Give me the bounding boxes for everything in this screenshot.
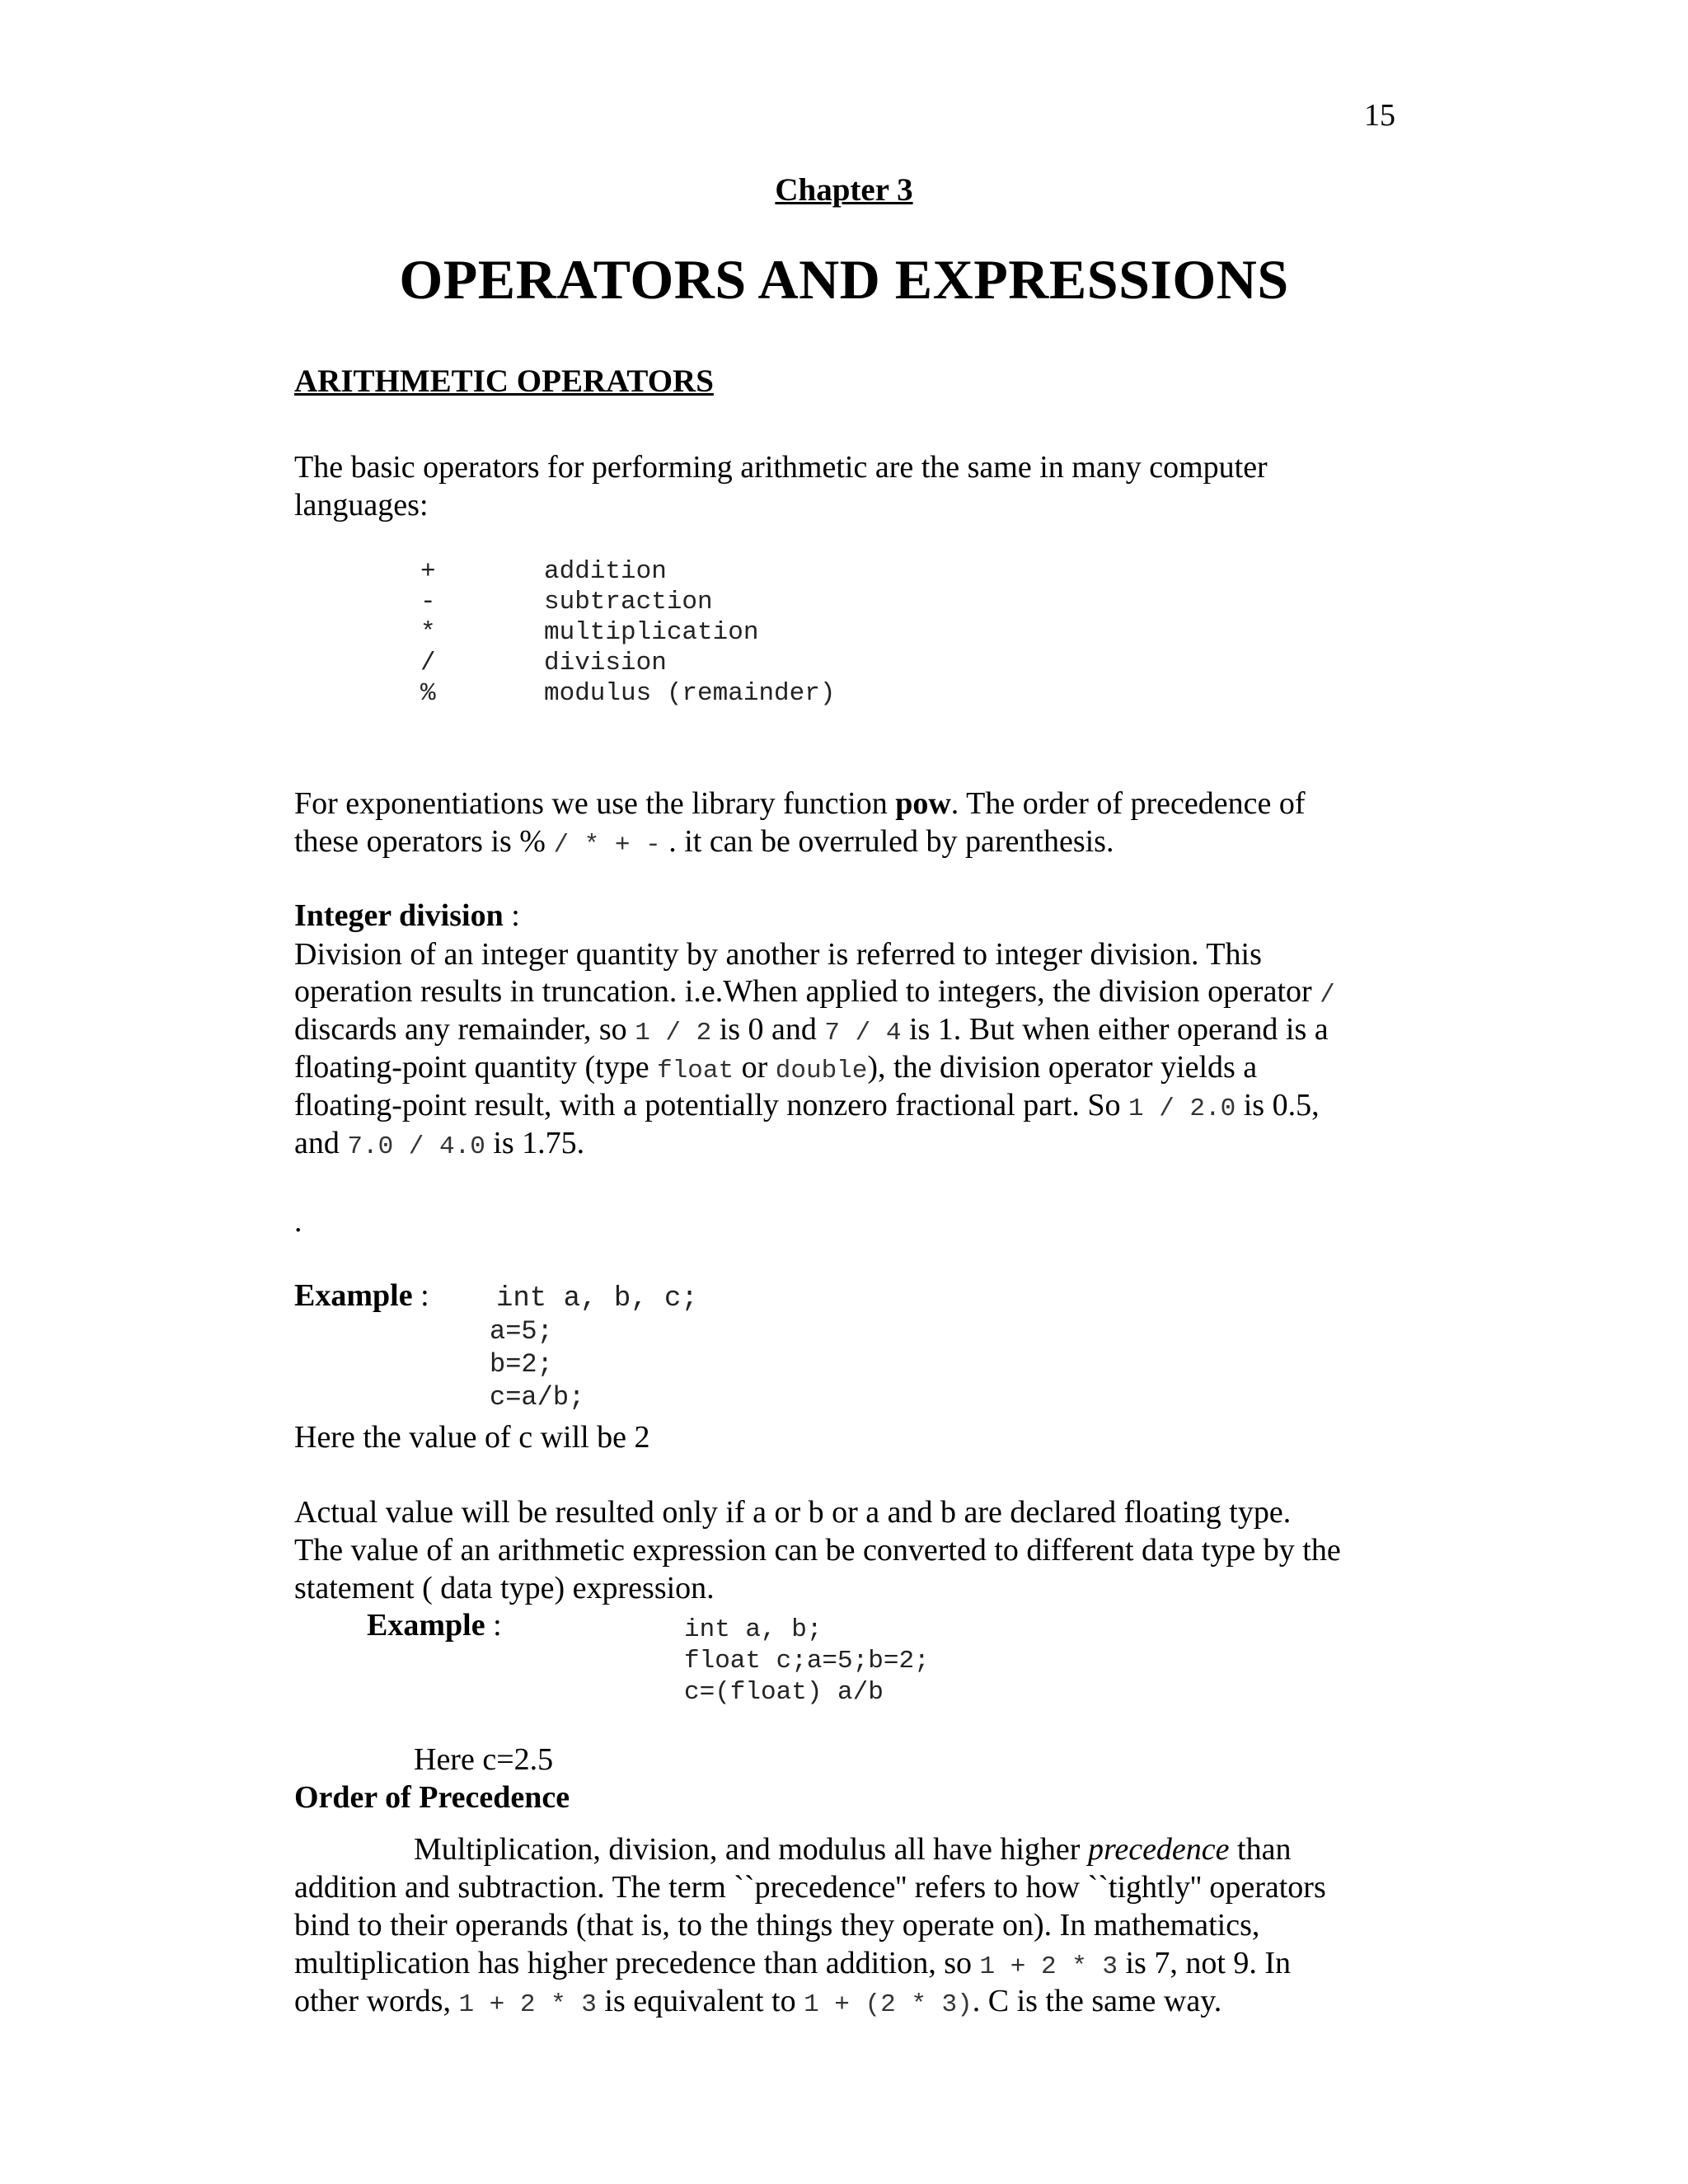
inline-code: 1 + 2 * 3 (458, 1990, 597, 2019)
section-heading: ARITHMETIC OPERATORS (294, 363, 714, 399)
text-run: and (294, 1126, 348, 1160)
exponent-line-2 (294, 823, 1114, 860)
inline-code: float (657, 1057, 734, 1085)
cast-line-3: statement ( data type) expression. (294, 1571, 715, 1605)
operator-symbol: % (420, 679, 436, 708)
text-run: multiplication has higher precedence than addition, so (294, 1946, 980, 1980)
text-run: or (734, 1050, 776, 1085)
text-run: For exponentiations we use the library function (294, 786, 896, 821)
operator-name: multiplication (544, 618, 759, 647)
label-text: Example (294, 1278, 413, 1313)
inline-code: / (1320, 981, 1335, 1010)
text-run: discards any remainder, so (294, 1012, 635, 1047)
intro-line-2: languages: (294, 488, 429, 523)
code-line: int a, b, c; (496, 1283, 698, 1315)
text-run: is 7, not 9. In (1117, 1946, 1292, 1980)
example-1-label (294, 1277, 429, 1314)
cast-line-1: Actual value will be resulted only if a or b or a and b are declared floating type. (294, 1495, 1292, 1530)
operator-name: subtraction (544, 588, 713, 616)
text-run: than (1229, 1832, 1292, 1867)
text-run: : (485, 1608, 502, 1643)
example-2-result: Here c=2.5 (414, 1742, 554, 1777)
inline-code: 1 + (2 * 3) (804, 1990, 973, 2019)
operator-name: modulus (remainder) (544, 679, 836, 708)
text-run: is 0 and (711, 1012, 825, 1047)
operator-name: division (544, 649, 667, 677)
text-run: Multiplication, division, and modulus all have higher (414, 1832, 1088, 1867)
text-run: is 1. But when either operand is a (901, 1012, 1329, 1047)
text-run: : (503, 898, 520, 933)
precedence-heading: Order of Precedence (294, 1780, 570, 1815)
integer-division-line-1: Division of an integer quantity by another is referred to integer division. This (294, 937, 1262, 972)
text-run: . The order of precedence of (950, 786, 1306, 821)
text-run: . it can be overruled by parenthesis. (660, 824, 1114, 859)
page-title: OPERATORS AND EXPRESSIONS (399, 248, 1289, 311)
intro-line-1: The basic operators for performing arithmetic are the same in many computer (294, 450, 1268, 485)
code-line: c=a/b; (490, 1382, 585, 1413)
text-run: floating-point result, with a potentially nonzero fractional part. So (294, 1088, 1129, 1122)
text-run: is equivalent to (596, 1984, 804, 2018)
precedence-line-4 (294, 1945, 1291, 1981)
text-run: these operators is % (294, 824, 554, 859)
code-line: float c;a=5;b=2; (684, 1647, 930, 1675)
example-2-label (367, 1607, 502, 1643)
operator-symbol: + (420, 557, 436, 586)
code-line: a=5; (490, 1316, 553, 1347)
label-text: Example (367, 1608, 485, 1643)
operator-symbol: * (420, 618, 436, 647)
example-1-result: Here the value of c will be 2 (294, 1420, 650, 1455)
text-run: is 1.75. (485, 1126, 585, 1160)
text-run: floating-point quantity (type (294, 1050, 658, 1085)
cast-line-2: The value of an arithmetic expression can be converted to different data type by the (294, 1533, 1341, 1568)
stray-dot: . (294, 1204, 302, 1239)
operator-symbol: / (420, 649, 436, 677)
page-number: 15 (1364, 98, 1395, 133)
integer-division-line-3 (294, 1011, 1329, 1047)
text-run: other words, (294, 1984, 459, 2018)
integer-division-line-2 (294, 973, 1335, 1010)
italic-term: precedence (1087, 1832, 1230, 1867)
chapter-label: Chapter 3 (775, 172, 913, 208)
inline-code: 7 / 4 (824, 1019, 902, 1047)
inline-code: 1 / 2.0 (1128, 1094, 1236, 1123)
heading-text: Integer division (294, 898, 504, 933)
code-line: int a, b; (684, 1615, 823, 1644)
code-line: c=(float) a/b (684, 1678, 884, 1707)
operator-symbol: - (420, 588, 436, 616)
precedence-line-5 (294, 1983, 1221, 2019)
integer-division-line-5 (294, 1087, 1320, 1123)
pow-keyword: pow (895, 786, 951, 821)
text-run: ), the division operator yields a (867, 1050, 1258, 1085)
precedence-line-2: addition and subtraction. The term ``precedence'' refers to how ``tightly'' operators (294, 1870, 1326, 1905)
exponent-line-1 (294, 785, 1306, 822)
text-run: . C is the same way. (972, 1984, 1222, 2018)
code-line: b=2; (490, 1349, 553, 1380)
inline-code: / * + - (553, 831, 661, 860)
precedence-line-1 (414, 1831, 1291, 1868)
text-run: is 0.5, (1236, 1088, 1320, 1122)
operator-name: addition (544, 557, 667, 586)
precedence-line-3: bind to their operands (that is, to the things they operate on). In mathematics, (294, 1908, 1260, 1943)
text-run: : (412, 1278, 429, 1313)
integer-division-heading (294, 898, 520, 934)
text-run: operation results in truncation. i.e.When applied to integers, the division operator (294, 974, 1320, 1009)
integer-division-line-6 (294, 1125, 584, 1161)
integer-division-line-4 (294, 1049, 1257, 1085)
inline-code: 1 / 2 (635, 1019, 712, 1047)
inline-code: 1 + 2 * 3 (979, 1952, 1118, 1981)
inline-code: double (775, 1057, 868, 1085)
inline-code: 7.0 / 4.0 (347, 1132, 485, 1161)
